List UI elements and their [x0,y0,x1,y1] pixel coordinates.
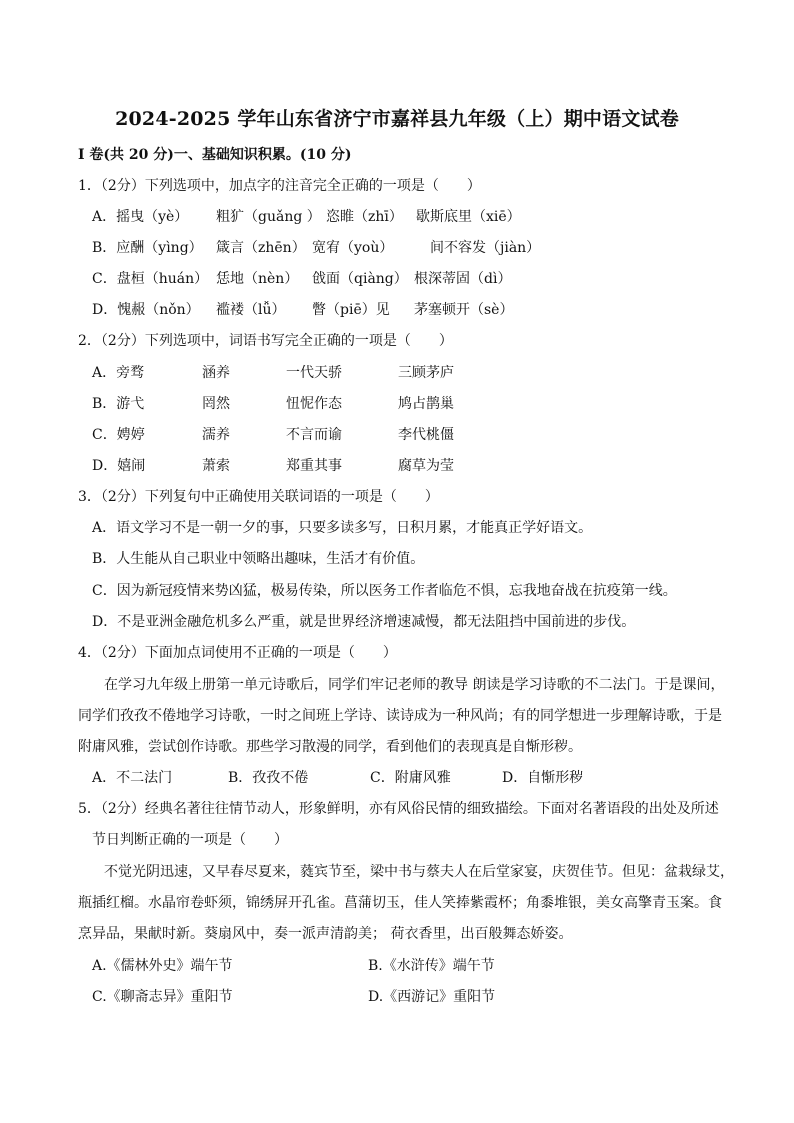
section-header: I 卷(共 20 分)一、基础知识积累。(10 分) [78,147,352,163]
q2-option-c-2: 濡养 [202,427,230,443]
q4-passage-line-2: 同学们孜孜不倦地学习诗歌，一时之间班上学诗、读诗成为一种风尚；有的同学想进一步理解诗歌，于是 [78,708,722,724]
q1-option-d-1: D．愧赧（nǒn） [92,302,200,318]
q2-option-a-2: 涵养 [202,365,230,381]
q4-option-a: A．不二法门 [92,770,173,786]
question-4-stem: 4．（2分）下面加点词使用不正确的一项是（ ） [78,645,397,661]
q1-option-c-2: 恁地（nèn） [216,271,299,287]
q1-option-a-3: 恣睢（zhī） [326,209,403,225]
q2-option-b-2: 罔然 [202,396,230,412]
q2-option-b-3: 忸怩作态 [286,396,342,412]
q1-option-b-2: 箴言（zhēn） [216,240,306,256]
q2-option-d-3: 郑重其事 [286,458,342,474]
q1-option-a-4: 歇斯底里（xiē） [416,209,521,225]
question-5-stem-line-1: 5．（2分）经典名著往往情节动人，形象鲜明，亦有风俗民情的细致描绘。下面对名著语段的出处及所述 [78,801,719,817]
q4-option-c: C．附庸风雅 [370,770,451,786]
q1-option-c-4: 根深蒂固（dì） [414,271,512,287]
q5-option-d: D.《西游记》重阳节 [368,989,496,1005]
q2-option-d-2: 萧索 [202,458,230,474]
q1-option-a-1: A．摇曳（yè） [92,209,189,225]
question-1-stem: 1．（2分）下列选项中，加点字的注音完全正确的一项是（ ） [78,178,481,194]
q1-option-d-4: 茅塞顿开（sè） [414,302,514,318]
q5-option-b: B.《水浒传》端午节 [368,958,495,974]
q4-passage-line-3: 附庸风雅，尝试创作诗歌。那些学习散漫的同学，看到他们的表现真是自惭形秽。 [78,739,582,755]
q2-option-b-4: 鸠占鹊巢 [398,396,454,412]
question-2-stem: 2．（2分）下列选项中，词语书写完全正确的一项是（ ） [78,333,453,349]
q2-option-c-3: 不言而谕 [286,427,342,443]
q3-option-a: A．语文学习不是一朝一夕的事，只要多读多写，日积月累，才能真正学好语文。 [92,520,593,536]
q1-option-a-2: 粗犷（guǎng ） [216,209,321,225]
q2-option-c-1: C．娉婷 [92,427,145,443]
q4-passage-line-1: 在学习九年级上册第一单元诗歌后，同学们牢记老师的教导 朗读是学习诗歌的不二法门。于是课间， [104,677,725,693]
q5-passage-line-1: 不觉光阴迅速，又早春尽夏来，蕤宾节至，梁中书与蔡夫人在后堂家宴，庆贺佳节。但见：盆栽绿艾， [104,864,734,880]
q1-option-b-4: 间不容发（jiàn） [430,240,541,256]
q2-option-a-4: 三顾茅庐 [398,365,454,381]
q2-option-d-1: D．嬉闹 [92,458,146,474]
q5-option-c: C.《聊斋志异》重阳节 [92,989,233,1005]
q1-option-d-2: 褴褛（lǚ） [216,302,286,318]
q2-option-b-1: B．游弋 [92,396,145,412]
page-title: 2024-2025 学年山东省济宁市嘉祥县九年级（上）期中语文试卷 [115,108,679,130]
q1-option-b-1: B．应酬（yìng） [92,240,203,256]
q5-passage-line-2: 瓶插红榴。水晶帘卷虾须，锦绣屏开孔雀。菖蒲切玉，佳人笑捧紫霞杯；角黍堆银，美女高擎青玉案。食 [78,895,722,911]
q5-option-a: A.《儒林外史》端午节 [92,958,233,974]
question-5-stem-line-2: 节日判断正确的一项是（ ） [92,832,288,848]
q2-option-a-1: A．旁骛 [92,365,145,381]
question-3-stem: 3．（2分）下列复句中正确使用关联词语的一项是（ ） [78,489,439,505]
q2-option-c-4: 李代桃僵 [398,427,454,443]
q2-option-a-3: 一代天骄 [286,365,342,381]
q5-passage-line-3: 烹异品，果献时新。葵扇风中，奏一派声清韵美； 荷衣香里，出百般舞态娇姿。 [78,926,573,942]
q3-option-b: B．人生能从自己职业中领略出趣味，生活才有价值。 [92,551,425,567]
q1-option-c-3: 戗面（qiàng） [312,271,408,287]
q2-option-d-4: 腐草为莹 [398,458,454,474]
q4-option-d: D．自惭形秽 [502,770,584,786]
q1-option-b-3: 宽宥（yoù） [312,240,394,256]
q4-option-b: B．孜孜不倦 [228,770,309,786]
q1-option-c-1: C．盘桓（huán） [92,271,209,287]
q3-option-d: D．不是亚洲金融危机多么严重，就是世界经济增速减慢，都无法阻挡中国前进的步伐。 [92,614,636,630]
q3-option-c: C．因为新冠疫情来势凶猛，极易传染，所以医务工作者临危不惧，忘我地奋战在抗疫第一线。 [92,583,677,599]
q1-option-d-3: 瞥（piē）见 [312,302,390,318]
